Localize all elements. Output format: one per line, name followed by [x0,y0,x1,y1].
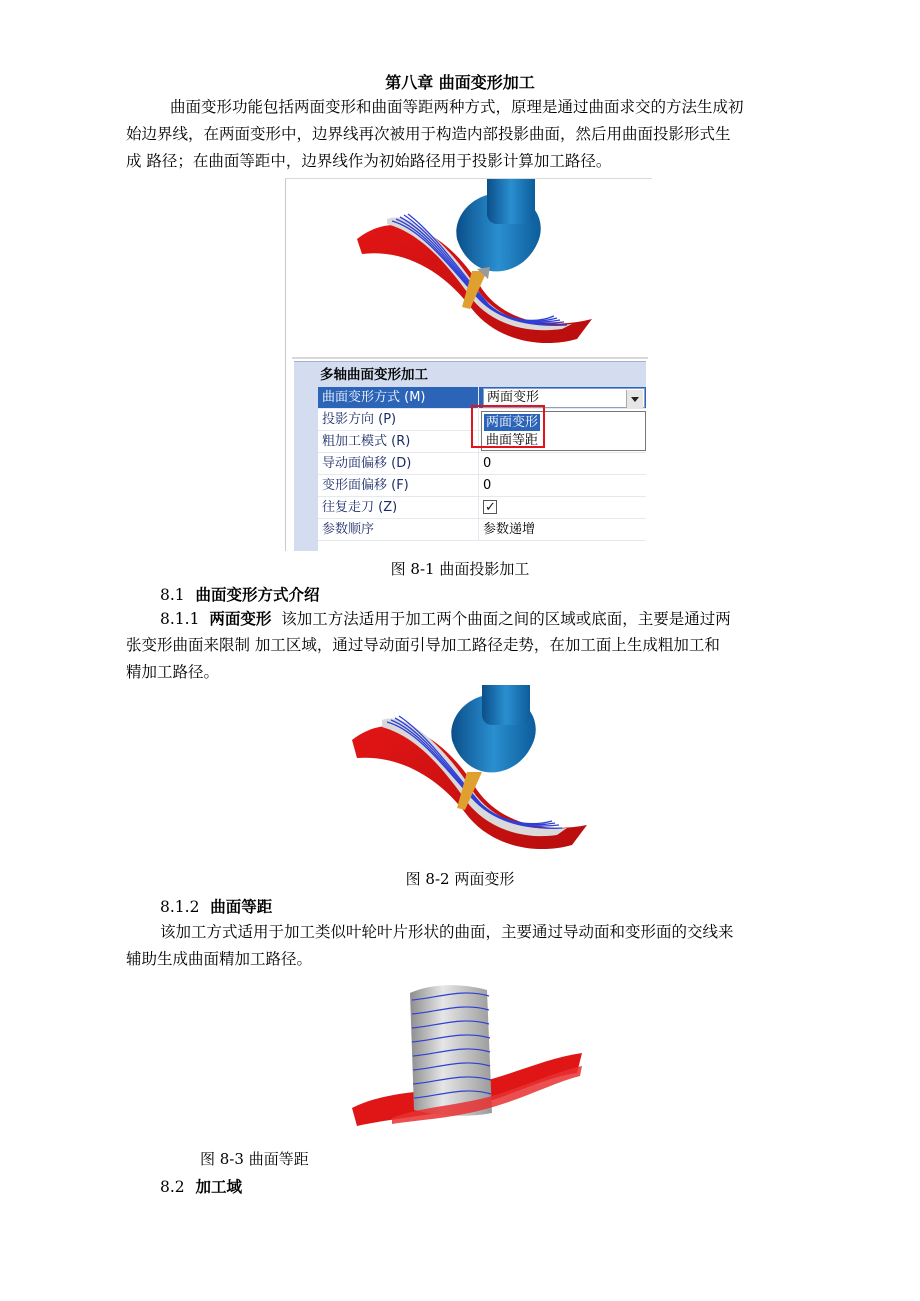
figure-divider [292,357,648,359]
section-8-1-1-line-1: 8.1.1 两面变形 该加工方法适用于加工两个曲面之间的区域或底面，主要是通过两 [160,609,731,628]
section-8-1-2-line-1: 该加工方式适用于加工类似叶轮叶片形状的曲面，主要通过导动面和变形面的交线来 [160,923,734,941]
option-two-surface[interactable]: 两面变形 [486,415,539,430]
row-label: 参数顺序 [322,522,375,537]
deform-mode-value: 两面变形 [487,390,540,405]
surface-machining-render [292,179,652,357]
intro-line-3: 成 路径；在曲面等距中，边界线作为初始路径用于投影计算加工路径。 [126,152,612,170]
row-label: 投影方向 (P) [322,412,397,427]
chapter-title: 第八章 曲面变形加工 [385,73,535,92]
property-panel [294,361,646,551]
row-label: 变形面偏移 (F) [322,478,409,493]
section-8-1-2-line-2: 辅助生成曲面精加工路径。 [126,950,313,968]
section-heading-8-1-2: 8.1.2 曲面等距 [160,897,273,916]
row-value[interactable]: 0 [483,456,492,471]
zigzag-checkbox[interactable] [483,500,497,514]
section-8-1-1-line-3: 精加工路径。 [126,663,220,681]
intro-line-2: 始边界线，在两面变形中，边界线再次被用于构造内部投影曲面，然后用曲面投影形式生 [126,125,731,143]
section-heading-8-1: 8.1 曲面变形方式介绍 [160,585,320,604]
row-label: 曲面变形方式 (M) [322,390,426,405]
row-label: 往复走刀 (Z) [322,500,398,515]
row-zigzag[interactable] [318,497,646,519]
figure-8-1 [285,178,652,551]
figure-caption-8-1: 图 8-1 曲面投影加工 [390,560,530,578]
highlight-box [471,405,545,448]
two-surface-deform-render [352,685,592,855]
row-guide-offset[interactable] [318,453,646,475]
offset-surface-render [352,978,586,1126]
section-8-1-1-line-2: 张变形曲面来限制 加工区域，通过导动面引导加工路径走势，在加工面上生成粗加工和 [126,636,720,654]
figure-caption-8-2: 图 8-2 两面变形 [405,870,515,888]
row-value[interactable]: 参数递增 [483,522,536,537]
row-value[interactable]: 0 [483,478,492,493]
row-param-order[interactable] [318,519,646,541]
row-label: 导动面偏移 (D) [322,456,412,471]
section-heading-8-2: 8.2 加工域 [160,1177,242,1196]
row-label: 粗加工模式 (R) [322,434,411,449]
intro-line-1: 曲面变形功能包括两面变形和曲面等距两种方式，原理是通过曲面求交的方法生成初 [170,98,744,116]
chevron-down-icon[interactable] [626,390,643,408]
panel-gutter [294,387,318,551]
row-deform-offset[interactable] [318,475,646,497]
panel-header: 多轴曲面变形加工 [294,361,646,387]
option-offset-surface[interactable]: 曲面等距 [486,433,539,448]
figure-caption-8-3: 图 8-3 曲面等距 [200,1150,309,1168]
